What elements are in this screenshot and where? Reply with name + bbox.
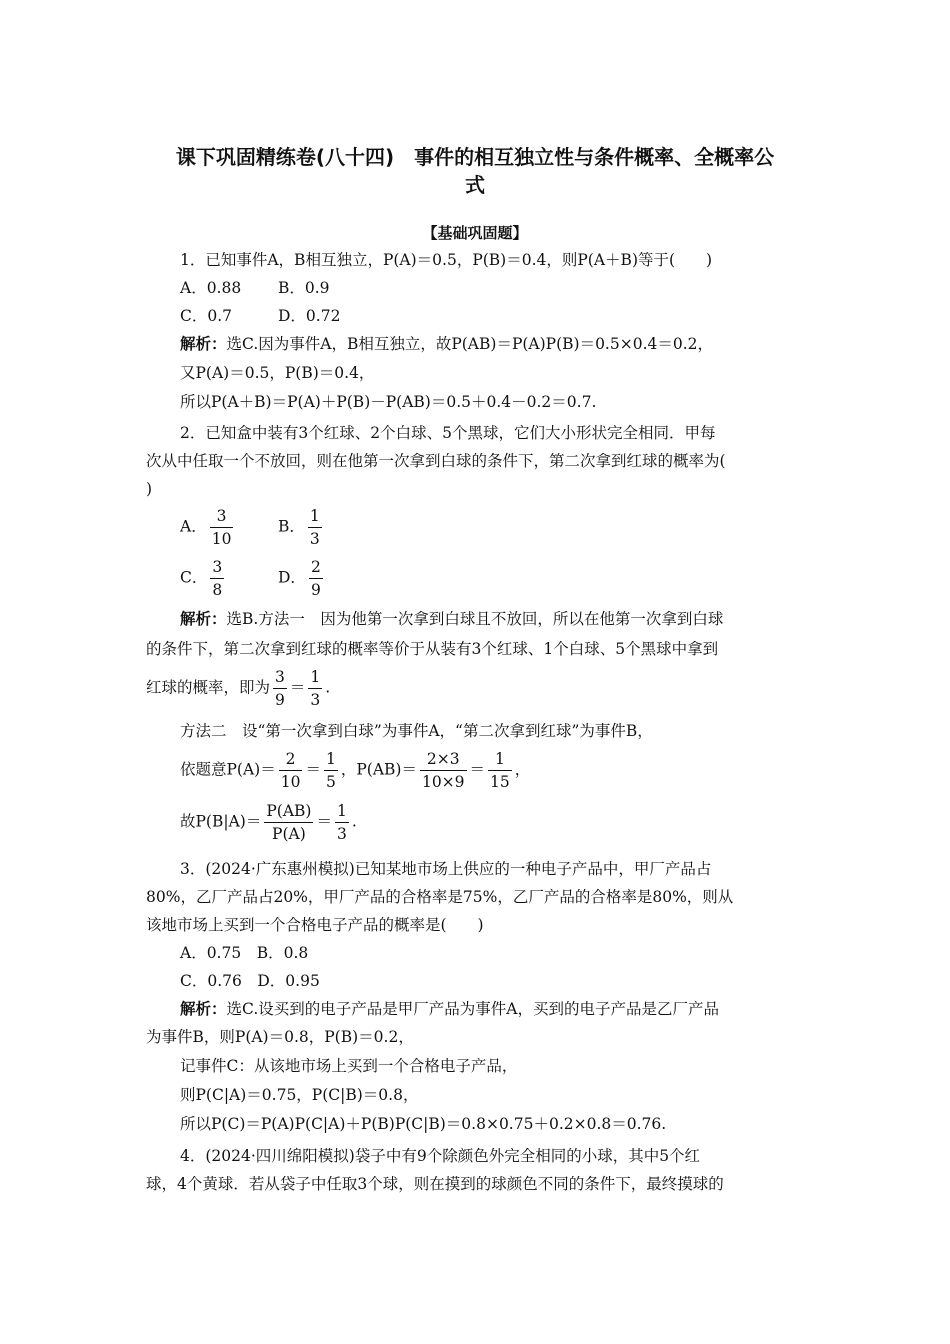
fraction-denominator: 10 (280, 773, 301, 791)
q2-solution-3-text: 红球的概率，即为 (146, 678, 271, 697)
fraction-denominator: 5 (325, 773, 336, 791)
q1-solution-2: 又P(A)＝0.5，P(B)＝0.4， (180, 364, 375, 382)
q2-option-a-label: A． (180, 517, 207, 536)
fraction-denominator: 8 (212, 581, 223, 599)
equals-sign: ＝ (305, 760, 321, 779)
q1-stem: 1．已知事件A，B相互独立，P(A)＝0.5，P(B)＝0.4，则P(A＋B)等于( ) (180, 251, 713, 269)
q2-stem-1: 2．已知盒中装有3个红球、2个白球、5个黑球，它们大小形状完全相同．甲每 (180, 424, 716, 442)
fraction-numerator: P(AB) (264, 800, 313, 823)
q1-solution-3: 所以P(A＋B)＝P(A)＋P(B)－P(AB)＝0.5＋0.4－0.2＝0.7. (180, 393, 597, 411)
q2-options-cd (180, 556, 326, 601)
fraction-denominator: 9 (275, 691, 285, 709)
q3-solution-3: 记事件C：从该地市场上买到一个合格电子产品， (180, 1057, 518, 1075)
fraction-denominator: P(A) (272, 825, 306, 843)
equals-sign: ＝ (289, 678, 306, 697)
fraction (488, 748, 512, 793)
q2-solution-text: 选B.方法一 因为他第一次拿到白球且不放回，所以在他第一次拿到白球 (226, 610, 724, 628)
q2-option-c-label: C． (180, 568, 208, 587)
equals-sign: ＝ (316, 812, 332, 831)
fraction (279, 748, 303, 793)
fraction-denominator: 3 (309, 530, 320, 548)
q2-stem-2: 次从中任取一个不放回，则在他第一次拿到白球的条件下，第二次拿到红球的概率为( (146, 452, 726, 470)
fraction (309, 556, 323, 601)
q2-option-d (278, 556, 326, 601)
solution-label: 解析： (180, 609, 227, 628)
q1-solution-text: 选C.因为事件A，B相互独立，故P(AB)＝P(A)P(B)＝0.5×0.4＝0.2， (226, 335, 714, 353)
title-line-1: 课下巩固精练卷(八十四) 事件的相互独立性与条件概率、全概率公 (175, 145, 775, 169)
q2-option-a (180, 505, 278, 550)
q2-solution-2: 的条件下，第二次拿到红球的概率等价于从装有3个红球、1个白球、5个黑球中拿到 (146, 640, 719, 658)
q1-solution-1 (180, 333, 713, 355)
q3-stem-2: 80%，乙厂产品占20%，甲厂产品的合格率是75%，乙厂产品的合格率是80%，则从 (146, 888, 734, 906)
comma: ， (514, 760, 531, 779)
fraction (210, 505, 234, 550)
fraction-numerator: 3 (273, 666, 287, 689)
q3-solution-2: 为事件B，则P(A)＝0.8，P(B)＝0.2， (146, 1028, 414, 1046)
q2-option-c (180, 556, 278, 601)
period: . (351, 812, 357, 831)
q2-stem-3: ) (146, 480, 153, 498)
q2-solution-1 (180, 608, 723, 630)
fraction-denominator: 3 (310, 691, 321, 709)
fraction (210, 556, 224, 601)
period: . (325, 678, 331, 697)
fraction (335, 800, 349, 845)
page-title (140, 143, 810, 199)
solution-label: 解析： (180, 999, 227, 1018)
fraction-numerator: 1 (335, 800, 349, 823)
q1-option-b: B．0.9 (278, 279, 330, 297)
q2-solution-3 (146, 666, 330, 711)
q1-options-cd (180, 305, 340, 327)
fraction (308, 666, 322, 711)
fraction (324, 748, 338, 793)
fraction-numerator: 2 (279, 748, 303, 771)
q2-method2-2 (180, 748, 530, 793)
q2-options-ab (180, 505, 325, 550)
q3-options-cd: C．0.76 D．0.95 (180, 972, 320, 990)
q2-method2-1: 方法二 设“第一次拿到白球”为事件A，“第二次拿到红球”为事件B， (180, 722, 653, 740)
fraction-numerator: 1 (324, 748, 338, 771)
fraction-denominator: 10×9 (421, 773, 465, 791)
q2-option-b-label: B． (278, 517, 305, 536)
q2-method2-2-text-b: ，P(AB)＝ (340, 760, 417, 779)
fraction-numerator: 1 (308, 666, 322, 689)
q3-stem-3: 该地市场上买到一个合格电子产品的概率是( ) (146, 916, 484, 934)
fraction (308, 505, 322, 550)
q2-method2-2-text-a: 依题意P(A)＝ (180, 760, 276, 779)
q3-solution-5: 所以P(C)＝P(A)P(C|A)＋P(B)P(C|B)＝0.8×0.75＋0.2×0.8＝0.76. (180, 1115, 667, 1133)
q2-option-d-label: D． (278, 568, 306, 587)
q2-method2-3 (180, 800, 357, 845)
q3-solution-1 (180, 998, 719, 1020)
q1-option-d: D．0.72 (278, 307, 341, 325)
solution-label: 解析： (180, 334, 227, 353)
fraction-denominator: 9 (310, 581, 321, 599)
fraction-numerator: 1 (488, 748, 512, 771)
fraction-numerator: 2×3 (420, 748, 467, 771)
fraction-numerator: 3 (210, 556, 224, 579)
q3-solution-4: 则P(C|A)＝0.75，P(C|B)＝0.8， (180, 1086, 419, 1104)
q3-solution-text: 选C.设买到的电子产品是甲厂产品为事件A，买到的电子产品是乙厂产品 (226, 1000, 719, 1018)
fraction-denominator: 3 (336, 825, 347, 843)
fraction-denominator: 10 (211, 530, 232, 548)
q4-stem-1: 4．(2024·四川绵阳模拟)袋子中有9个除颜色外完全相同的小球，其中5个红 (180, 1147, 701, 1165)
fraction (273, 666, 287, 711)
fraction-numerator: 3 (210, 505, 234, 528)
fraction-numerator: 1 (308, 505, 322, 528)
q3-stem-1: 3．(2024·广东惠州模拟)已知某地市场上供应的一种电子产品中，甲厂产品占 (180, 860, 712, 878)
fraction (264, 800, 313, 845)
q1-option-a: A．0.88 (180, 279, 242, 297)
q4-stem-2: 球，4个黄球．若从袋子中任取3个球，则在摸到的球颜色不同的条件下，最终摸球的 (146, 1175, 724, 1193)
q2-method2-3-text: 故P(B|A)＝ (180, 812, 262, 831)
q1-options-ab (180, 277, 330, 299)
fraction-denominator: 15 (490, 773, 510, 791)
title-line-2: 式 (465, 173, 485, 197)
fraction-numerator: 2 (309, 556, 323, 579)
fraction (420, 748, 467, 793)
q2-option-b (278, 505, 325, 550)
section-heading: 【基础巩固题】 (422, 224, 528, 242)
q1-option-c: C．0.7 (180, 307, 233, 325)
equals-sign: ＝ (469, 760, 486, 779)
q3-options-ab: A．0.75 B．0.8 (180, 944, 309, 962)
